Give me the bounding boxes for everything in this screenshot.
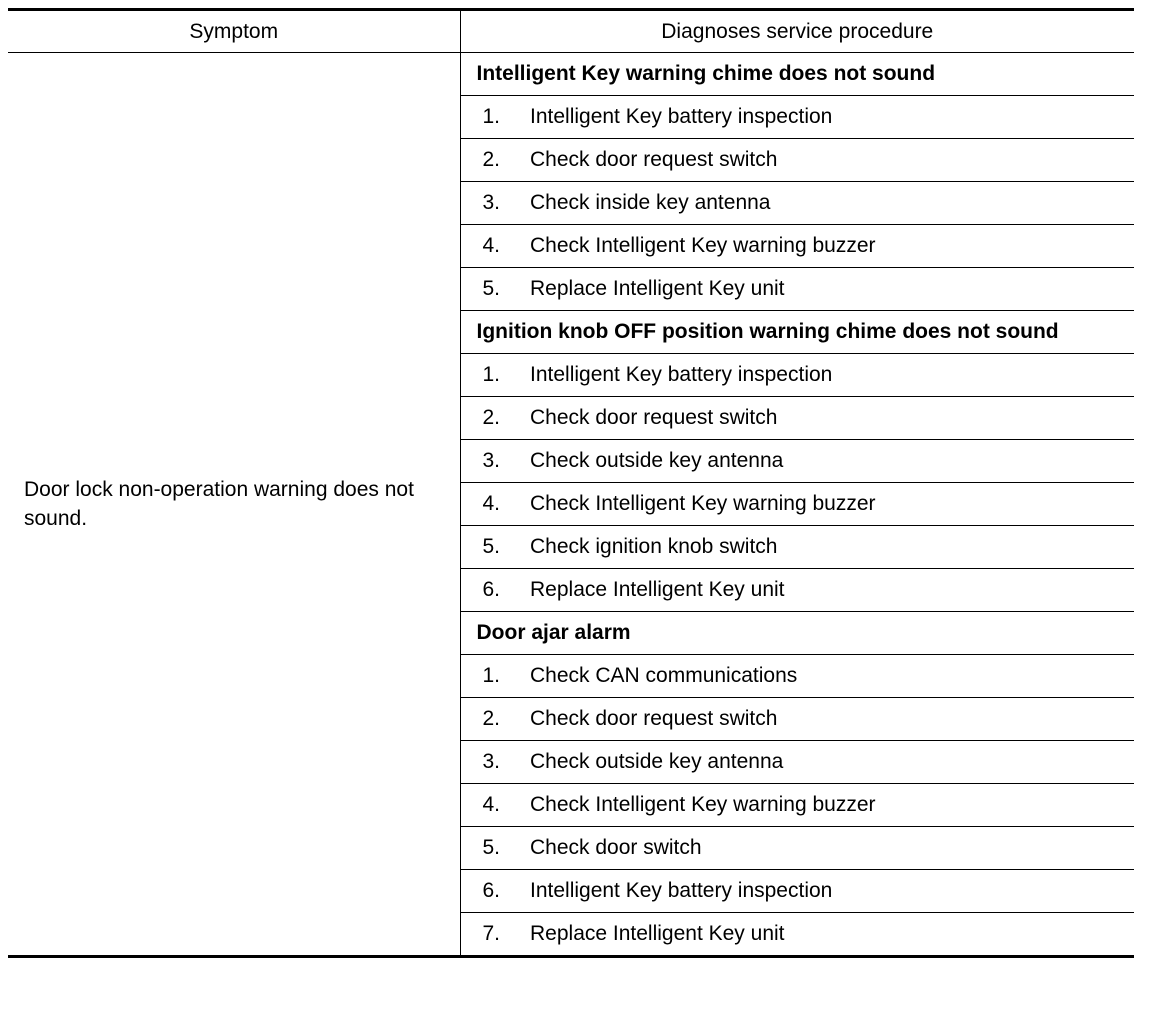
step-text: Check Intelligent Key warning buzzer xyxy=(514,483,1134,526)
symptom-column-header: Symptom xyxy=(8,10,460,53)
step-text: Check ignition knob switch xyxy=(514,526,1134,569)
step-number: 4. xyxy=(460,483,514,526)
step-number: 5. xyxy=(460,526,514,569)
step-text: Check inside key antenna xyxy=(514,182,1134,225)
group-row xyxy=(8,53,1134,96)
step-number: 2. xyxy=(460,139,514,182)
step-text: Intelligent Key battery inspection xyxy=(514,354,1134,397)
step-text: Replace Intelligent Key unit xyxy=(514,268,1134,311)
step-text: Intelligent Key battery inspection xyxy=(514,96,1134,139)
step-number: 1. xyxy=(460,354,514,397)
step-text: Check door request switch xyxy=(514,397,1134,440)
group-title: Door ajar alarm xyxy=(460,612,1134,655)
header-row xyxy=(8,10,1134,53)
step-number: 5. xyxy=(460,268,514,311)
step-number: 5. xyxy=(460,827,514,870)
step-number: 3. xyxy=(460,182,514,225)
step-number: 6. xyxy=(460,870,514,913)
step-text: Check door request switch xyxy=(514,139,1134,182)
group-title: Ignition knob OFF position warning chime does not sound xyxy=(460,311,1134,354)
step-text: Check door switch xyxy=(514,827,1134,870)
step-number: 4. xyxy=(460,225,514,268)
step-text: Intelligent Key battery inspection xyxy=(514,870,1134,913)
step-number: 1. xyxy=(460,655,514,698)
step-text: Check outside key antenna xyxy=(514,440,1134,483)
step-number: 7. xyxy=(482,922,501,945)
group-title: Intelligent Key warning chime does not sound xyxy=(460,53,1134,96)
step-number: 2. xyxy=(460,698,514,741)
step-number: 1. xyxy=(460,96,514,139)
step-text: Check Intelligent Key warning buzzer xyxy=(514,225,1134,268)
procedure-column-header: Diagnoses service procedure xyxy=(460,10,1134,53)
step-number: 2. xyxy=(460,397,514,440)
step-text: Replace Intelligent Key unit xyxy=(530,922,785,945)
symptom-cell: Door lock non-operation warning does not sound. xyxy=(8,53,460,957)
step-text: Check outside key antenna xyxy=(514,741,1134,784)
step-text: Check door request switch xyxy=(514,698,1134,741)
step-text: Check Intelligent Key warning buzzer xyxy=(514,784,1134,827)
step-number: 3. xyxy=(460,741,514,784)
step-text: Check CAN communications xyxy=(514,655,1134,698)
step-number: 4. xyxy=(460,784,514,827)
diagnosis-table xyxy=(8,8,1134,958)
step-number: 6. xyxy=(460,569,514,612)
step-text: Replace Intelligent Key unit xyxy=(514,569,1134,612)
step-number: 3. xyxy=(460,440,514,483)
